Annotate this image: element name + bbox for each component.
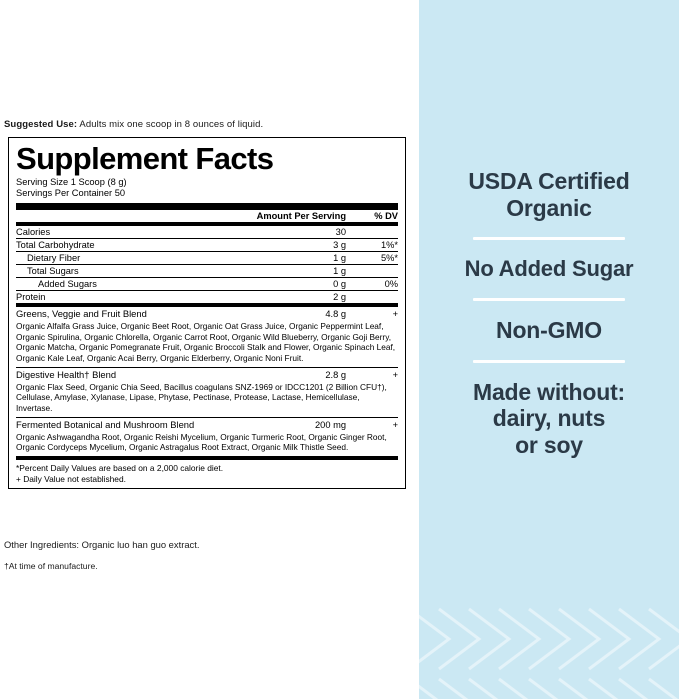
nutrition-table xyxy=(16,210,398,222)
claim-usda-organic xyxy=(419,168,679,221)
at-time-of-manufacture-note: †At time of manufacture. xyxy=(4,561,98,571)
claim-line: Organic xyxy=(506,194,592,221)
footnote-dv-not-established: + Daily Value not established. xyxy=(16,473,126,484)
nutrient-name: Calories xyxy=(16,227,51,238)
claims-list xyxy=(419,0,679,459)
nutrient-amount: 3 g xyxy=(333,240,346,251)
other-ingredients: Other Ingredients: Organic luo han guo extract. xyxy=(4,539,200,550)
nutrient-amount: 30 xyxy=(335,227,346,238)
blend-dv: + xyxy=(392,419,398,430)
nutrient-dv xyxy=(346,291,398,304)
nutrient-name: Dietary Fiber xyxy=(27,253,81,264)
blend-amount: 200 mg xyxy=(314,419,346,430)
claim-line: or soy xyxy=(515,431,583,458)
claim-made-without xyxy=(419,379,679,459)
claim-line: No Added Sugar xyxy=(464,256,634,282)
claim-divider xyxy=(473,237,625,240)
nutrient-dv xyxy=(346,226,398,239)
claims-panel xyxy=(419,0,679,699)
nutrient-dv: 0% xyxy=(384,279,398,290)
nutrient-dv: 5%* xyxy=(380,253,398,264)
nutrient-amount: 0 g xyxy=(333,279,346,290)
blend-header-row xyxy=(16,307,398,320)
blend-header-row xyxy=(16,368,398,381)
blend-name: Greens, Veggie and Fruit Blend xyxy=(16,308,147,320)
nutrient-name: Total Carbohydrate xyxy=(16,240,95,251)
nutrient-amount: 2 g xyxy=(333,292,346,303)
table-row xyxy=(16,226,398,239)
blend-ingredients: Organic Ashwagandha Root, Organic Reishi Mycelium, Organic Turmeric Root, Organic Ginger Root, Organic Cordyceps Mycelium, Organic Astragalus Root Extract, Organic Milk Thistle Seed. xyxy=(16,431,387,453)
claim-divider xyxy=(473,360,625,363)
blend-amount: 4.8 g xyxy=(325,309,346,320)
claim-line: dairy, nuts xyxy=(492,405,606,432)
nutrient-name: Added Sugars xyxy=(38,279,97,290)
table-row xyxy=(16,291,398,304)
blend-header-row xyxy=(16,418,398,431)
blend-name: Digestive Health† Blend xyxy=(16,368,117,380)
claim-line: Made without: xyxy=(473,378,625,405)
claim-line: Non-GMO xyxy=(496,316,602,343)
nutrient-amount: 1 g xyxy=(333,266,346,277)
blend-ingredients: Organic Flax Seed, Organic Chia Seed, Bacillus coagulans SNZ-1969 or IDCC1201 (2 Billion CFU†), Cellulase, Amylase, Xylanase, Lipase, Phytase, Pectinase, Protease, Lactase, Hemicellulase, Invertase. xyxy=(16,381,387,413)
blend-digestive xyxy=(16,368,398,381)
nutrition-table-header xyxy=(16,210,398,222)
claim-divider xyxy=(473,298,625,301)
footnote-daily-value-basis: *Percent Daily Values are based on a 2,000 calorie diet. xyxy=(16,462,224,473)
table-row xyxy=(16,239,398,252)
blend-dv: + xyxy=(392,309,398,320)
claim-no-added-sugar xyxy=(419,256,679,282)
chevron-pattern-icon xyxy=(419,579,679,699)
nutrient-name: Protein xyxy=(16,292,46,303)
claim-line: USDA Certified xyxy=(468,168,630,194)
blend-dv: + xyxy=(392,369,398,380)
servings-per-container: Servings Per Container 50 xyxy=(16,187,126,198)
suggested-use-value: Adults mix one scoop in 8 ounces of liquid. xyxy=(77,119,264,130)
suggested-use-text xyxy=(4,119,263,130)
header-spacer xyxy=(16,210,234,222)
blend-amount: 2.8 g xyxy=(325,369,346,380)
nutrient-dv xyxy=(346,265,398,278)
supplement-facts-box xyxy=(8,137,406,489)
suggested-use-label: Suggested Use: xyxy=(4,119,78,130)
supplement-facts-title: Supplement Facts xyxy=(16,141,274,176)
table-row xyxy=(16,252,398,265)
claim-non-gmo xyxy=(419,317,679,344)
dv-header: % DV xyxy=(374,211,398,222)
blend-fermented xyxy=(16,418,398,431)
nutrient-name: Total Sugars xyxy=(27,266,79,277)
table-row xyxy=(16,278,398,291)
nutrient-amount: 1 g xyxy=(333,253,346,264)
blend-name: Fermented Botanical and Mushroom Blend xyxy=(16,418,195,430)
blend-ingredients: Organic Alfalfa Grass Juice, Organic Beet Root, Organic Oat Grass Juice, Organic Peppermint Leaf, Organic Spirulina, Organic Chlorella, Organic Carrot Root, Organic Wild Blueberry, Organic Goji Berry, Organic Matcha, Organic Pomegranate Fruit, Organic Broccoli Stalk and Flower, Organic Spinach Leaf, Organic Kale Leaf, Organic Acai Berry, Organic Elderberry, Organic Noni Fruit. xyxy=(16,321,396,364)
nutrition-rows xyxy=(16,226,398,303)
serving-size: Serving Size 1 Scoop (8 g) xyxy=(16,176,127,187)
amount-per-serving-header: Amount Per Serving xyxy=(256,211,346,222)
blend-greens xyxy=(16,307,398,320)
nutrient-dv: 1%* xyxy=(380,240,398,251)
table-row xyxy=(16,265,398,278)
divider-thick-top xyxy=(16,203,398,210)
